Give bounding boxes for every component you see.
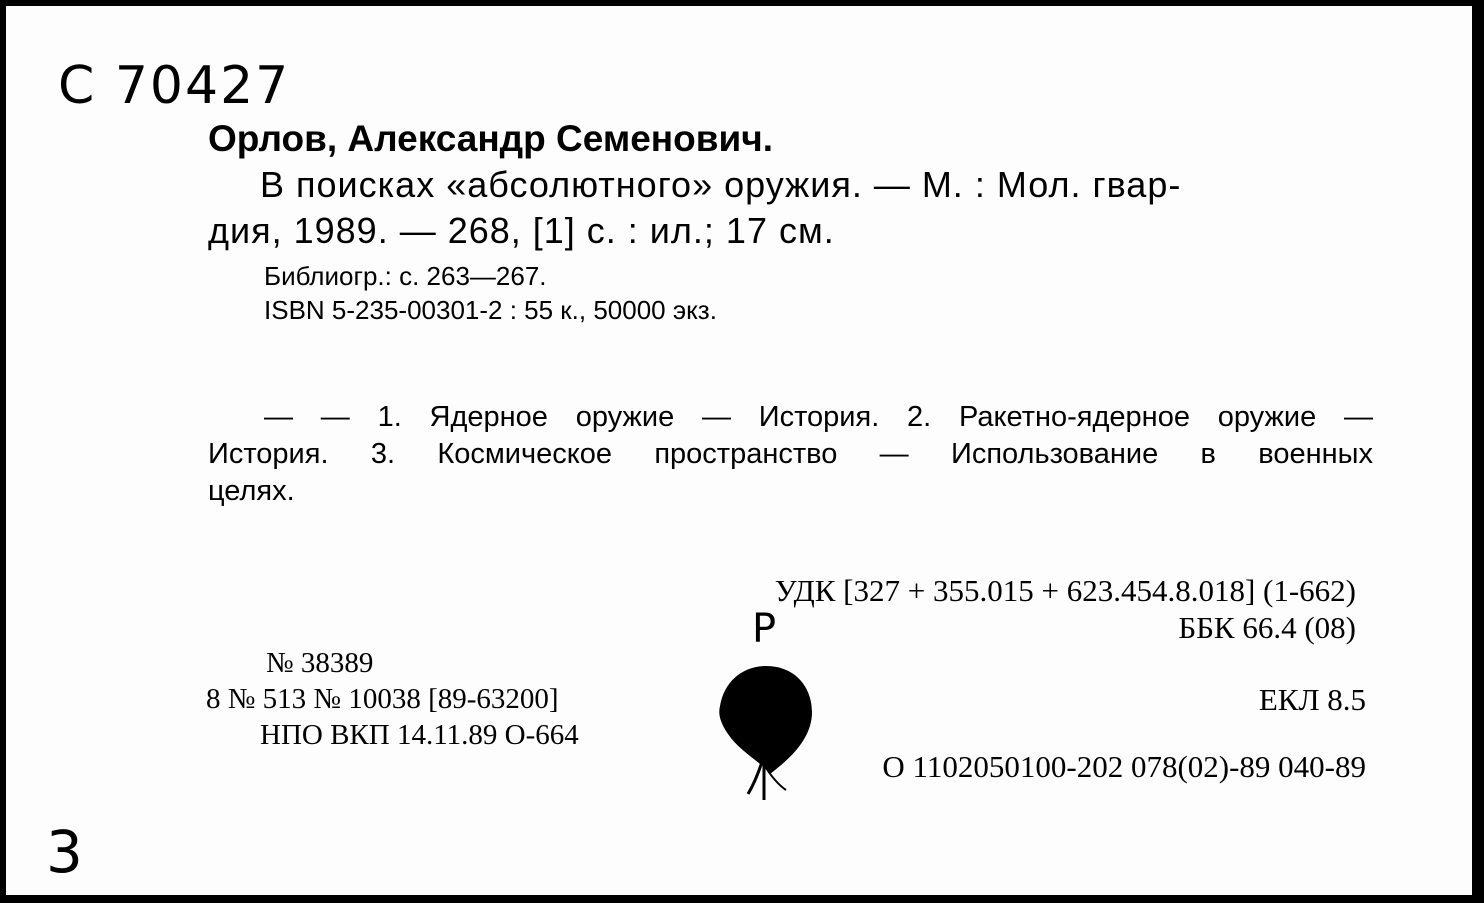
ink-blot (718, 662, 814, 802)
publishing-code: О 1102050100-202 078(02)-89 040-89 (882, 749, 1366, 784)
subject-line-1: — — 1. Ядерное оружие — История. 2. Ракетно-ядерное оружие — (264, 401, 1373, 433)
subject-line-3: целях. (208, 475, 295, 507)
udk-classification: УДК [327 + 355.015 + 623.454.8.018] (1-662) (774, 573, 1356, 608)
handwritten-letter-mark: Р (752, 606, 777, 652)
bbk-classification: ББК 66.4 (08) (1178, 610, 1356, 645)
call-number: С 70427 (58, 56, 291, 116)
isbn-price-note: ISBN 5-235-00301-2 : 55 к., 50000 экз. (264, 295, 717, 325)
title-statement-line-1: В поисках «абсолютного» оружия. — М. : Мол. гвар- (260, 164, 1182, 205)
bibliography-note: Библиогр.: с. 263—267. (264, 261, 547, 291)
order-numbers: 8 № 513 № 10038 [89-63200] (206, 683, 559, 715)
ekl-classification: ЕКЛ 8.5 (1258, 682, 1366, 717)
subject-line-2: История. 3. Космическое пространство — Использование в военных (208, 438, 1373, 470)
handwritten-corner-mark: 3 (46, 818, 83, 886)
printer-imprint: НПО ВКП 14.11.89 О-664 (260, 719, 579, 751)
subject-headings (208, 399, 1373, 510)
registration-number: № 38389 (266, 647, 374, 679)
catalog-card (6, 6, 1472, 895)
author-heading: Орлов, Александр Семенович. (208, 118, 774, 159)
title-statement-line-2: дия, 1989. — 268, [1] с. : ил.; 17 см. (208, 210, 835, 251)
